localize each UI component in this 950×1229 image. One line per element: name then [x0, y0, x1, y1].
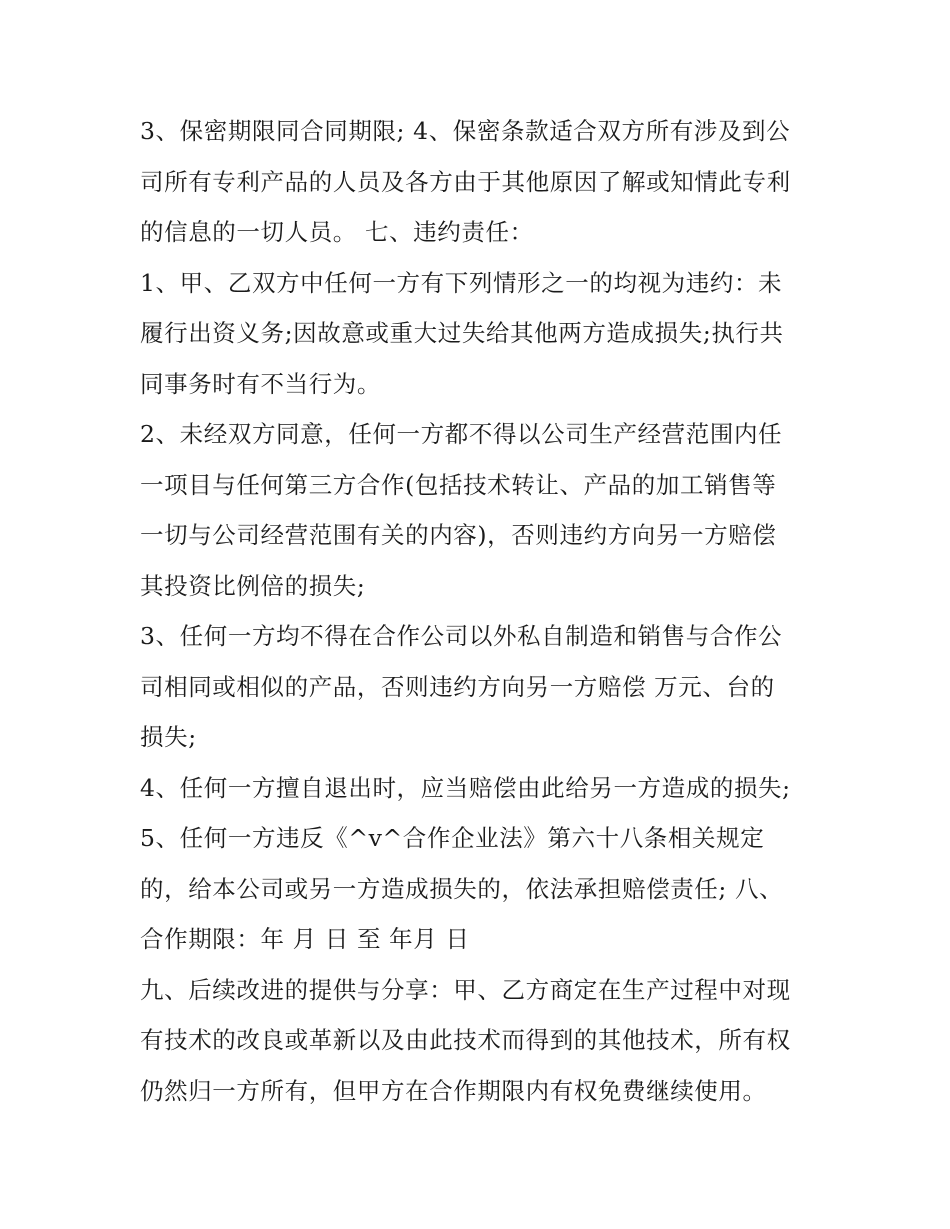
text-line: 1、甲、乙双方中任何一方有下列情形之一的均视为违约：未	[140, 268, 783, 297]
text-line: 一切与公司经营范围有关的内容)，否则违约方向另一方赔偿	[140, 521, 777, 549]
text-line: 4、任何一方擅自退出时，应当赔偿由此给另一方造成的损失;	[140, 773, 791, 802]
text-line: 的，给本公司或另一方造成损失的，依法承担赔偿责任; 八、	[140, 874, 784, 903]
text-line: 九、后续改进的提供与分享：甲、乙方商定在生产过程中对现	[140, 975, 791, 1004]
document-body-text	[140, 106, 830, 1116]
text-line: 损失;	[140, 723, 197, 751]
text-line: 2、未经双方同意，任何一方都不得以公司生产经营范围内任	[140, 420, 783, 448]
text-line: 其投资比例倍的损失;	[140, 571, 366, 600]
text-line: 一项目与任何第三方合作(包括技术转让、产品的加工销售等	[140, 470, 777, 499]
text-line: 司所有专利产品的人员及各方由于其他原因了解或知情此专利	[140, 167, 791, 196]
text-line: 有技术的改良或革新以及由此技术而得到的其他技术，所有权	[140, 1026, 791, 1054]
text-line: 仍然归一方所有，但甲方在合作期限内有权免费继续使用。	[140, 1076, 767, 1105]
text-line: 5、任何一方违反《^v^合作企业法》第六十八条相关规定	[140, 824, 765, 852]
text-line: 3、保密期限同合同期限; 4、保密条款适合双方所有涉及到公	[140, 117, 791, 145]
text-line: 同事务时有不当行为。	[140, 369, 381, 398]
text-line: 履行出资义务;因故意或重大过失给其他两方造成损失;执行共	[140, 319, 784, 347]
text-line: 司相同或相似的产品，否则违约方向另一方赔偿 万元、台的	[140, 672, 775, 701]
text-line: 3、任何一方均不得在合作公司以外私自制造和销售与合作公	[140, 622, 783, 650]
text-line: 合作期限：年 月 日 至 年月 日	[140, 925, 470, 953]
text-line: 的信息的一切人员。 七、违约责任：	[140, 218, 534, 246]
